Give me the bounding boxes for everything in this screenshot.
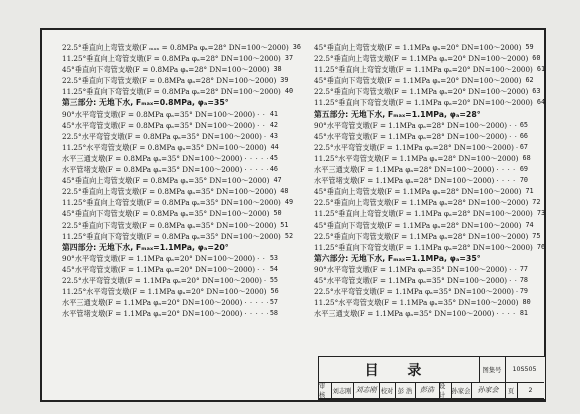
toc-leader-dots xyxy=(244,153,268,164)
toc-entry xyxy=(62,275,278,286)
toc-entry xyxy=(314,242,546,253)
toc-entry xyxy=(314,220,534,231)
toc-leader-dots xyxy=(496,175,518,186)
toc-entry-title: 22.5°垂直向上弯管支墩(F ₘₐₓ = 0.8MPa φₐ=28° DN=100～2000) xyxy=(62,43,289,52)
toc-entry-page: 68 xyxy=(522,153,531,162)
toc-entry xyxy=(62,64,282,75)
toc-leader-dots xyxy=(516,142,518,153)
toc-entry-page: 80 xyxy=(522,298,531,307)
toc-entry xyxy=(62,42,301,53)
toc-entry-title: 水平管堵支墩(F = 1.1MPa φₐ=28° DN=100～2000) xyxy=(314,176,495,186)
toc-entry-page: 52 xyxy=(284,231,294,240)
toc-entry-title: 45°垂直向下弯管支墩(F = 1.1MPa φₐ=28° DN=100～2000) xyxy=(314,220,522,230)
toc-entry-page: 54 xyxy=(269,264,278,273)
toc-entry-title: 11.25°垂直向下弯管支墩(F = 0.8MPa φₐ=35° DN=100～2000) xyxy=(62,231,281,241)
toc-entry-page: 74 xyxy=(525,220,534,229)
toc-entry xyxy=(62,53,294,64)
toc-entry-title: 22.5°垂直向下弯管支墩(F = 1.1MPa φₐ=28° DN=100～2000) xyxy=(314,231,529,241)
toc-entry xyxy=(62,253,278,264)
review-label: 审核 xyxy=(319,382,332,399)
check-signature: 彭浩 xyxy=(415,382,440,399)
toc-entry xyxy=(314,86,541,97)
toc-entry-page: 78 xyxy=(519,275,528,284)
toc-entry-page: 67 xyxy=(519,142,528,151)
check-label: 校对 xyxy=(379,382,396,399)
toc-leader-dots xyxy=(509,120,518,131)
toc-leader-dots xyxy=(244,297,268,308)
toc-entry-title: 水平管堵支墩(F = 0.8MPa φₐ=35° DN=100～2000) xyxy=(62,165,243,175)
toc-entry xyxy=(314,64,546,75)
design-signature: 孙家会 xyxy=(471,382,506,399)
toc-entry-page: 62 xyxy=(525,76,534,85)
toc-entry-title: 11.25°垂直向下弯管支墩(F = 0.8MPa φₐ=28° DN=100～2000) xyxy=(62,87,281,97)
toc-entry-page: 59 xyxy=(525,43,534,51)
toc-entry xyxy=(62,153,278,164)
toc-entry-page: 50 xyxy=(273,209,282,218)
toc-entry-page: 36 xyxy=(292,43,301,51)
review-name: 刘志刚 xyxy=(331,382,354,399)
toc-section-heading: 第三部分: 无地下水, Fₘₐₓ=0.8MPa, φₐ=35° xyxy=(62,98,229,108)
toc-entry-title: 45°垂直向上弯管支墩(F = 0.8MPa φₐ=35° DN=100～2000) xyxy=(62,176,270,186)
toc-entry-title: 22.5°水平弯管支墩(F = 1.1MPa φₐ=28° DN=100～2000) xyxy=(314,142,514,152)
toc-section-heading: 第四部分: 无地下水, Fₘₐₓ=1.1MPa, φₐ=20° xyxy=(62,242,229,252)
toc-entry-title: 22.5°水平弯管支墩(F = 0.8MPa φₐ=35° DN=100～2000) xyxy=(62,131,262,141)
toc-entry-title: 22.5°垂直向上弯管支墩(F = 1.1MPa φₐ=20° DN=100～2000) xyxy=(314,54,529,64)
toc-entry-page: 66 xyxy=(519,131,528,140)
toc-entry-page: 49 xyxy=(284,198,294,207)
toc-entry-page: 41 xyxy=(269,109,278,118)
design-label: 设计 xyxy=(439,382,452,399)
toc-entry-title: 11.25°垂直向上弯管支墩(F = 1.1MPa φₐ=20° DN=100～2000) xyxy=(314,65,533,75)
toc-entry-page: 40 xyxy=(284,87,294,96)
toc-leader-dots xyxy=(257,253,268,264)
toc-leader-dots xyxy=(257,264,268,275)
toc-entry xyxy=(62,231,294,242)
toc-entry xyxy=(62,120,278,131)
toc-leader-dots xyxy=(509,131,518,142)
toc-entry-page: 79 xyxy=(519,287,528,296)
toc-entry xyxy=(314,75,534,86)
toc-leader-dots xyxy=(516,286,518,297)
toc-leader-dots xyxy=(244,308,268,319)
toc-entry-title: 水平三通支墩(F = 0.8MPa φₐ=35° DN=100～2000) xyxy=(62,153,243,163)
toc-entry-title: 45°垂直向上弯管支墩(F = 1.1MPa φₐ=28° DN=100～2000) xyxy=(314,187,522,197)
toc-entry-title: 22.5°水平弯管支墩(F = 1.1MPa φₐ=20° DN=100～2000) xyxy=(62,275,262,285)
toc-section-heading: 第五部分: 无地下水, Fₘₐₓ=1.1MPa, φₐ=28° xyxy=(314,109,481,119)
toc-entry xyxy=(62,286,278,297)
toc-entry xyxy=(314,42,534,53)
toc-entry-title: 水平管堵支墩(F = 1.1MPa φₐ=20° DN=100～2000) xyxy=(62,309,243,319)
toc-leader-dots xyxy=(264,131,268,142)
toc-entry xyxy=(314,120,528,131)
toc-entry xyxy=(314,264,528,275)
toc-entry-page: 39 xyxy=(280,76,289,85)
toc-entry-page: 58 xyxy=(269,309,278,318)
toc-entry-page: 64 xyxy=(536,98,546,107)
toc-entry-title: 11.25°垂直向上弯管支墩(F = 0.8MPa φₐ=28° DN=100～2000) xyxy=(62,54,281,64)
toc-entry-page: 81 xyxy=(519,309,528,318)
toc-entry-page: 70 xyxy=(519,176,528,185)
toc-entry xyxy=(62,86,294,97)
toc-entry xyxy=(314,53,541,64)
toc-entry-page: 53 xyxy=(269,253,278,262)
toc-entry xyxy=(314,186,534,197)
toc-entry-page: 48 xyxy=(280,187,289,196)
toc-entry xyxy=(314,164,528,175)
toc-entry-title: 11.25°垂直向下弯管支墩(F = 1.1MPa φₐ=20° DN=100～2000) xyxy=(314,98,533,108)
toc-entry-page: 77 xyxy=(519,264,528,273)
toc-entry-title: 45°垂直向下弯管支墩(F = 1.1MPa φₐ=20° DN=100～2000) xyxy=(314,76,522,86)
page-number: 2 xyxy=(517,382,544,399)
toc-entry xyxy=(314,131,528,142)
toc-entry-title: 90°水平弯管支墩(F = 1.1MPa φₐ=20° DN=100～2000) xyxy=(62,253,256,263)
toc-entry xyxy=(314,231,541,242)
toc-entry xyxy=(62,208,282,219)
review-signature: 刘志刚 xyxy=(353,382,380,399)
toc-entry-title: 90°水平弯管支墩(F = 1.1MPa φₐ=35° DN=100～2000) xyxy=(314,264,508,274)
toc-leader-dots xyxy=(264,275,268,286)
toc-entry-page: 37 xyxy=(284,54,294,63)
toc-entry-page: 42 xyxy=(269,120,278,129)
toc-entry-title: 22.5°垂直向下弯管支墩(F = 0.8MPa φₐ=28° DN=100～2000) xyxy=(62,76,277,86)
toc-entry-page: 75 xyxy=(532,231,541,240)
toc-entry-title: 水平三通支墩(F = 1.1MPa φₐ=35° DN=100～2000) xyxy=(314,309,495,319)
toc-entry-page: 63 xyxy=(532,87,541,96)
toc-entry-page: 51 xyxy=(280,220,289,229)
toc-entry-title: 水平三通支墩(F = 1.1MPa φₐ=28° DN=100～2000) xyxy=(314,165,495,175)
check-name: 彭 浩 xyxy=(395,382,416,399)
toc-entry xyxy=(314,197,541,208)
page-label: 页 xyxy=(505,382,518,399)
toc-entry-page: 56 xyxy=(270,287,279,296)
toc-entry-title: 11.25°垂直向上弯管支墩(F = 0.8MPa φₐ=35° DN=100～2000) xyxy=(62,198,281,208)
toc-entry xyxy=(314,153,531,164)
toc-entry-page: 69 xyxy=(519,165,528,174)
toc-left-column xyxy=(62,42,301,319)
drawing-sheet xyxy=(40,28,546,402)
toc-entry-title: 22.5°水平弯管支墩(F = 1.1MPa φₐ=35° DN=100～2000) xyxy=(314,287,514,297)
title-block xyxy=(318,356,546,400)
toc-entry-page: 71 xyxy=(525,187,534,196)
toc-entry xyxy=(62,142,278,153)
toc-entry xyxy=(62,164,278,175)
toc-entry xyxy=(62,131,278,142)
toc-entry xyxy=(62,75,289,86)
toc-leader-dots xyxy=(244,164,268,175)
toc-entry xyxy=(314,97,546,108)
toc-entry-page: 76 xyxy=(536,242,546,251)
toc-entry xyxy=(314,142,528,153)
toc-entry-title: 90°水平弯管支墩(F = 1.1MPa φₐ=28° DN=100～2000) xyxy=(314,120,508,130)
toc-entry-title: 11.25°垂直向上弯管支墩(F = 1.1MPa φₐ=28° DN=100～2000) xyxy=(314,209,533,219)
toc-entry xyxy=(314,175,528,186)
toc-entry-title: 45°垂直向下弯管支墩(F = 0.8MPa φₐ=35° DN=100～2000) xyxy=(62,209,270,219)
toc-entry xyxy=(62,220,289,231)
toc-entry xyxy=(62,109,278,120)
toc-entry-title: 11.25°水平弯管支墩(F = 1.1MPa φₐ=28° DN=100～2000) xyxy=(314,153,519,163)
toc-entry-page: 44 xyxy=(270,142,279,151)
design-name: 孙家会 xyxy=(451,382,472,399)
toc-entry-page: 73 xyxy=(536,209,546,218)
toc-entry xyxy=(314,297,531,308)
toc-entry xyxy=(62,186,289,197)
toc-entry-page: 43 xyxy=(269,131,278,140)
toc-entry-page: 45 xyxy=(269,153,278,162)
toc-leader-dots xyxy=(257,120,268,131)
toc-leader-dots xyxy=(496,308,518,319)
toc-entry-title: 22.5°垂直向上弯管支墩(F = 1.1MPa φₐ=28° DN=100～2000) xyxy=(314,198,529,208)
toc-leader-dots xyxy=(509,275,518,286)
toc-entry-page: 46 xyxy=(269,165,278,174)
toc-entry xyxy=(62,175,282,186)
toc-entry-title: 22.5°垂直向上弯管支墩(F = 0.8MPa φₐ=35° DN=100～2000) xyxy=(62,187,277,197)
toc-entry-page: 60 xyxy=(532,54,541,63)
toc-entry xyxy=(314,286,528,297)
toc-entry-title: 90°水平弯管支墩(F = 0.8MPa φₐ=35° DN=100～2000) xyxy=(62,109,256,119)
toc-entry xyxy=(62,308,278,319)
toc-entry xyxy=(314,308,528,319)
toc-leader-dots xyxy=(496,164,518,175)
toc-entry xyxy=(62,197,294,208)
toc-entry xyxy=(314,208,546,219)
toc-entry-title: 45°垂直向上弯管支墩(F = 1.1MPa φₐ=20° DN=100～2000) xyxy=(314,43,522,52)
toc-entry xyxy=(62,297,278,308)
toc-entry-title: 22.5°垂直向下弯管支墩(F = 0.8MPa φₐ=35° DN=100～2000) xyxy=(62,220,277,230)
toc-entry-title: 45°水平弯管支墩(F = 1.1MPa φₐ=28° DN=100～2000) xyxy=(314,131,508,141)
toc-entry-title: 22.5°垂直向下弯管支墩(F = 1.1MPa φₐ=20° DN=100～2000) xyxy=(314,87,529,97)
toc-entry-title: 11.25°水平弯管支墩(F = 1.1MPa φₐ=20° DN=100～2000) xyxy=(62,287,267,297)
toc-entry-title: 45°水平弯管支墩(F = 0.8MPa φₐ=35° DN=100～2000) xyxy=(62,120,256,130)
toc-right-column xyxy=(314,42,546,319)
toc-entry-title: 11.25°垂直向下弯管支墩(F = 1.1MPa φₐ=28° DN=100～2000) xyxy=(314,242,533,252)
toc-entry xyxy=(62,264,278,275)
atlas-number: 10S505 xyxy=(505,357,544,383)
toc-entry-title: 45°水平弯管支墩(F = 1.1MPa φₐ=20° DN=100～2000) xyxy=(62,264,256,274)
atlas-number-label: 图集号 xyxy=(479,357,506,383)
toc-entry-page: 61 xyxy=(536,65,546,74)
toc-entry-title: 水平三通支墩(F = 1.1MPa φₐ=20° DN=100～2000) xyxy=(62,298,243,308)
toc-entry-page: 47 xyxy=(273,176,282,185)
toc-entry-title: 11.25°水平弯管支墩(F = 1.1MPa φₐ=35° DN=100～2000) xyxy=(314,298,519,308)
toc-entry-page: 65 xyxy=(519,120,528,129)
toc-entry-page: 38 xyxy=(273,65,282,74)
toc-entry-title: 45°水平弯管支墩(F = 1.1MPa φₐ=35° DN=100～2000) xyxy=(314,275,508,285)
toc-section-heading: 第六部分: 无地下水, Fₘₐₓ=1.1MPa, φₐ=35° xyxy=(314,253,481,263)
title-block-title: 目 录 xyxy=(319,357,480,383)
toc-entry-title: 45°垂直向下弯管支墩(F = 0.8MPa φₐ=28° DN=100～2000) xyxy=(62,65,270,75)
toc-entry-page: 57 xyxy=(269,298,278,307)
toc-leader-dots xyxy=(257,109,268,120)
toc-entry-page: 72 xyxy=(532,198,541,207)
toc-entry-page: 55 xyxy=(269,275,278,284)
toc-leader-dots xyxy=(509,264,518,275)
toc-entry xyxy=(314,275,528,286)
toc-entry-title: 11.25°水平弯管支墩(F = 0.8MPa φₐ=35° DN=100～2000) xyxy=(62,142,267,152)
